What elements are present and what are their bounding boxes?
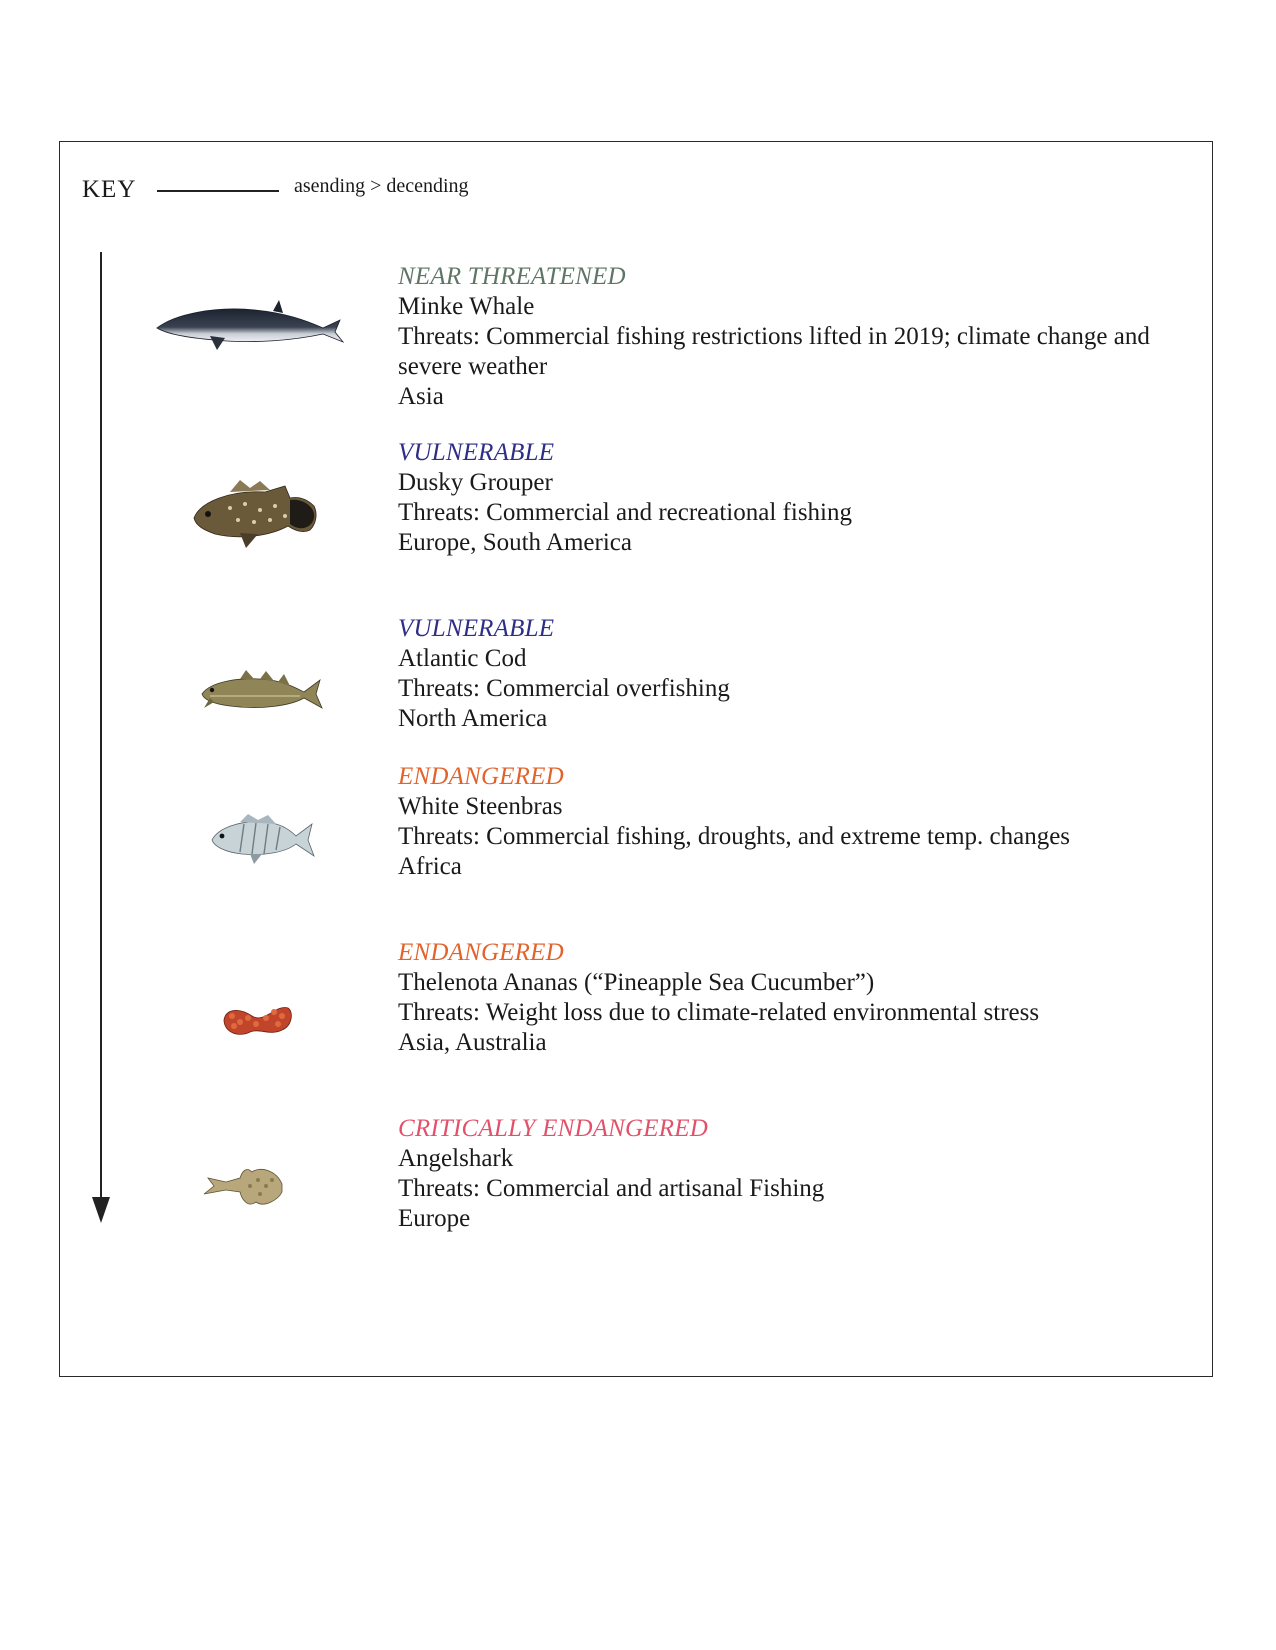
species-threats: Threats: Commercial overfishing: [398, 675, 730, 702]
species-region: North America: [398, 705, 548, 732]
species-name: Dusky Grouper: [398, 469, 553, 496]
key-label: KEY: [82, 176, 137, 203]
key-divider-line: [157, 190, 279, 192]
species-threats: Threats: Commercial fishing, droughts, and extreme temp. changes: [398, 823, 1071, 850]
species-entry: [398, 614, 1158, 734]
minke-whale-icon: [155, 296, 345, 356]
key-legend: asending > decending: [294, 175, 469, 197]
species-threats: Threats: Weight loss due to climate-related environmental stress: [398, 999, 1040, 1026]
species-name: Thelenota Ananas (“Pineapple Sea Cucumber”): [398, 969, 875, 996]
status-label: ENDANGERED: [398, 763, 564, 790]
species-entry: [398, 262, 1158, 412]
white-steenbras-icon: [210, 812, 316, 864]
species-region: Asia, Australia: [398, 1029, 547, 1056]
species-name: White Steenbras: [398, 793, 563, 820]
status-label: VULNERABLE: [398, 439, 555, 466]
species-name: Minke Whale: [398, 293, 535, 320]
status-label: VULNERABLE: [398, 615, 555, 642]
status-label: ENDANGERED: [398, 939, 564, 966]
status-label: NEAR THREATENED: [398, 263, 626, 290]
species-threats: Threats: Commercial fishing restrictions lifted in 2019; climate change and severe weather: [398, 323, 1150, 380]
species-name: Atlantic Cod: [398, 645, 527, 672]
status-label: CRITICALLY ENDANGERED: [398, 1115, 708, 1142]
order-arrow-line: [100, 252, 102, 1212]
species-region: Europe, South America: [398, 529, 632, 556]
species-entry: [398, 938, 1158, 1058]
dusky-grouper-icon: [190, 478, 320, 550]
species-region: Africa: [398, 853, 462, 880]
species-region: Europe: [398, 1205, 471, 1232]
species-region: Asia: [398, 383, 444, 410]
species-entry: [398, 438, 1158, 558]
arrow-down-icon: [92, 1197, 110, 1223]
species-name: Angelshark: [398, 1145, 514, 1172]
sea-cucumber-icon: [220, 998, 294, 1040]
species-entry: [398, 1114, 1158, 1234]
species-threats: Threats: Commercial and recreational fishing: [398, 499, 852, 526]
species-entry: [398, 762, 1158, 882]
species-threats: Threats: Commercial and artisanal Fishing: [398, 1175, 825, 1202]
atlantic-cod-icon: [200, 668, 324, 716]
angelshark-icon: [202, 1160, 286, 1216]
